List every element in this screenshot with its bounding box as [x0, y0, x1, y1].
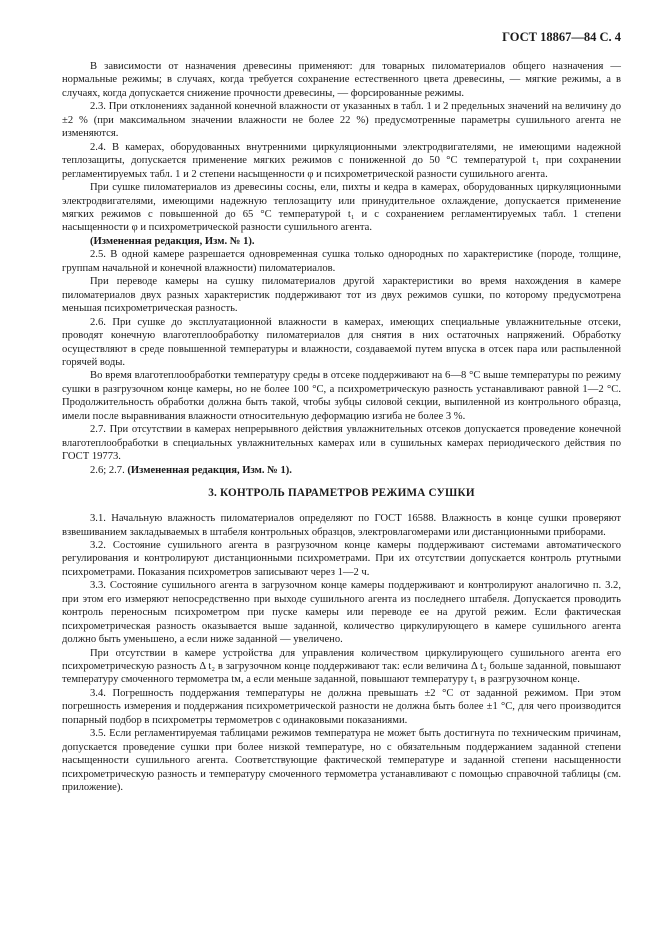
amendment-note: (Измененная редакция, Изм. № 1).: [90, 235, 255, 247]
paragraph: 2.3. При отклонениях заданной конечной влажности от указанных в табл. 1 и 2 предельных значений на величину до ±2 % (при максимальном значении влажности не более 22 %) предусмотренные параметры сушильного агента не изменяются.: [62, 101, 621, 140]
paragraph: 2.5. В одной камере разрешается одновременная сушка только однородных по характеристике (породе, толщине, группам начальной и конечной влажности) пиломатериалов.: [62, 249, 621, 274]
paragraph: В зависимости от назначения древесины применяют: для товарных пиломатериалов общего назначения — нормальные режимы; в случаях, когда требуется сохранение естественного цвета древесины, — мягкие режимы, а в случаях, когда допускается снижение прочности древесины, — форсированные режимы.: [62, 61, 621, 99]
paragraph: Во время влаготеплообработки температуру среды в отсеке поддерживают на 6—8 °С выше температуры по режиму сушки в разгрузочном конце камеры, но не более 100 °С, а психрометрическую разность устанавливают равной 1—2 °С. Продолжительность обработки должна быть такой, чтобы зубцы силовой секции, выпиленной из контрольного образца, имели после выравнивания влажности относительную деформацию изгиба не более 3 %.: [62, 370, 621, 422]
paragraph: При отсутствии в камере устройства для управления количеством циркулирующего сушильного агента его психрометрическую разность Δ t₂ в загрузочном конце поддерживают так: если величина Δ t₂ больше заданной, повышают температуру смоченного термометра tм, а если меньше заданной, повышают температуру t₁ в разгрузочном конце.: [62, 647, 621, 686]
paragraph: При переводе камеры на сушку пиломатериалов другой характеристики во время нахождения в камере пиломатериалов двух разных характеристик поддерживают тот из двух режимов сушки, по которому предусмотрена меньшая психрометрическая разность.: [62, 276, 621, 315]
amendment-text: (Измененная редакция, Изм. № 1).: [127, 464, 292, 476]
paragraph: При сушке пиломатериалов из древесины сосны, ели, пихты и кедра в камерах, оборудованных циркуляционными электродвигателями, имеющими надежную теплозащиту или принудительное охлаждение, допускается применение мягких режимов с повышенной до 65 °С температурой t₁ и с сохранением регламентируемых табл. 1 степени насыщенности φ и психрометрической разности сушильного агента.: [62, 182, 621, 234]
paragraph: 3.5. Если регламентируемая таблицами режимов температура не может быть достигнута по техническим причинам, допускается проведение сушки при более низкой температуре, но с обязательным поддержанием заданной степени насыщенности сушильного агента. Соответствующие фактической температуре и заданной степени насыщенности психрометрическую разность и температуру смоченного термометра устанавливают с помощью справочной таблицы (см. приложение).: [62, 728, 621, 794]
paragraph: 2.4. В камерах, оборудованных внутренними циркуляционными электродвигателями, не имеющими надежной теплозащиты, допускается применение мягких режимов с пониженной до 50 °С температурой t₁ при сохранении регламентируемых табл. 1 и 2 степени насыщенности φ и психрометрической разности сушильного агента.: [62, 141, 621, 180]
paragraph: 2.7. При отсутствии в камерах непрерывного действия увлажнительных отсеков допускается проведение конечной влаготеплообработки в специальных увлажнительных камерах или в сушильных камерах периодического действия по ГОСТ 19773.: [62, 424, 621, 463]
amendment-prefix: 2.6; 2.7.: [90, 464, 128, 476]
paragraph: 2.6. При сушке до эксплуатационной влажности в камерах, имеющих специальные увлажнительные отсеки, проводят конечную влаготеплообработку пиломатериалов для снятия в них остаточных напряжений. Обработку осуществляют в среде повышенной температуры и влажности, создаваемой путем впуска в отсек пара или распыленной горячей воды.: [62, 316, 621, 368]
amendment-note: [62, 464, 621, 477]
paragraph: 3.3. Состояние сушильного агента в загрузочном конце камеры поддерживают и контролируют аналогично п. 3.2, при этом его измеряют непосредственно при выходе сушильного агента из последнего штабеля. Допускается проводить контроль переносным психрометром при пуске камеры или переводе ее на другой режим. Если фактическая психрометрическая разность оказывается выше заданной, количество циркулирующего в камере сушильного агента должно быть уменьшено, а если ниже заданной — увеличено.: [62, 580, 621, 646]
paragraph: 3.1. Начальную влажность пиломатериалов определяют по ГОСТ 16588. Влажность в конце сушки проверяют взвешиванием закладываемых в штабеля контрольных образцов, электровлагомерами или дистанционными приборами.: [62, 513, 621, 538]
paragraph: 3.2. Состояние сушильного агента в разгрузочном конце камеры поддерживают системами автоматического регулирования и контролируют дистанционными психрометрами. При их отсутствии допускается контроль ртутными психрометрами. Показания психрометров записывают через 1—2 ч.: [62, 539, 621, 578]
section-heading: 3. КОНТРОЛЬ ПАРАМЕТРОВ РЕЖИМА СУШКИ: [208, 487, 475, 500]
page-header: ГОСТ 18867—84 С. 4: [502, 30, 621, 44]
paragraph: 3.4. Погрешность поддержания температуры не должна превышать ±2 °С от заданной режимом. При этом погрешность измерения и поддержания психрометрической разности не должна быть более ±1 °С, для чего производится попарный подбор в психрометры термометров с одинаковыми показаниями.: [62, 687, 621, 726]
